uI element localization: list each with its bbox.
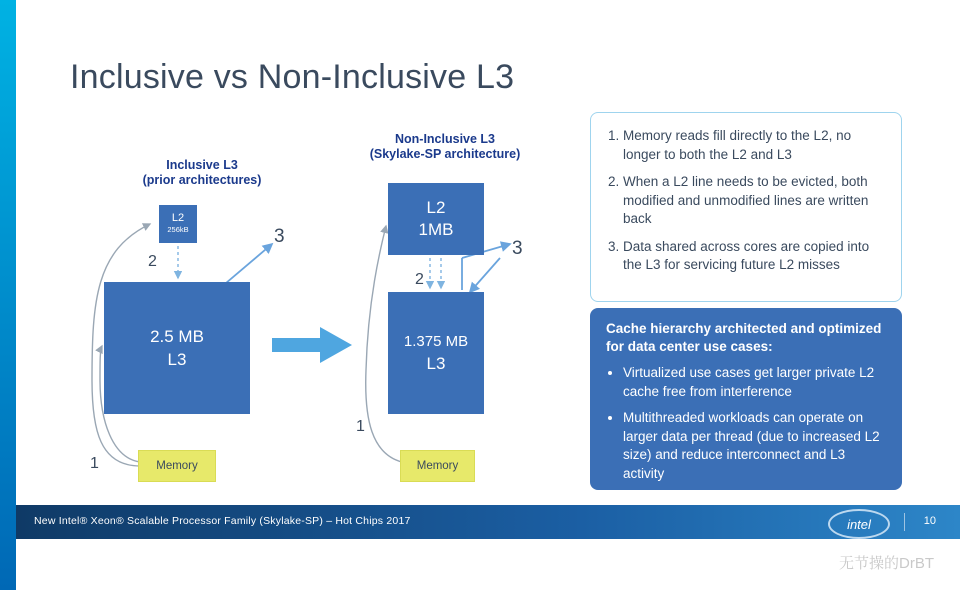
summary-heading: Cache hierarchy architected and optimized for data center use cases: <box>606 321 882 354</box>
notes-panel <box>590 112 902 302</box>
marker-left-2: 2 <box>148 253 157 270</box>
note-item-2: 2. When a L2 line needs to be evicted, both modified and unmodified lines are written back <box>623 173 887 229</box>
box-l3-inclusive-size: 2.5 MB <box>150 327 204 346</box>
marker-left-3: 3 <box>274 226 285 247</box>
caption-non-inclusive-line1: Non-Inclusive L3 <box>394 132 496 146</box>
memory-block-non-inclusive: Memory <box>400 450 475 482</box>
watermark-text: 无节操的DrBT <box>839 555 934 572</box>
summary-bullet-2: • Multithreaded workloads can operate on larger data per thread (due to increased L2 size) and reduce interconnect and L3 activity <box>623 409 886 483</box>
summary-panel <box>590 308 902 490</box>
marker-right-1: 1 <box>356 418 365 435</box>
intel-logo: intel <box>828 509 890 539</box>
box-l3-inclusive-label: L3 <box>167 350 187 369</box>
box-l3-inclusive <box>104 282 250 414</box>
box-l2-inclusive-size: 256kB <box>167 225 189 234</box>
box-l3-non-inclusive-label: L3 <box>426 354 446 373</box>
marker-right-2: 2 <box>415 271 424 288</box>
box-l2-non-inclusive-size: 1MB <box>418 220 454 239</box>
box-l3-non-inclusive <box>388 292 484 414</box>
caption-inclusive-line1: Inclusive L3 <box>166 158 238 172</box>
page-title: Inclusive vs Non-Inclusive L3 <box>70 58 515 96</box>
box-l2-inclusive-label: L2 <box>171 212 185 224</box>
note-item-1: 1. Memory reads fill directly to the L2, no longer to both the L2 and L3 <box>623 127 887 164</box>
box-l2-inclusive <box>159 205 197 243</box>
footer-text: New Intel® Xeon® Scalable Processor Family (Skylake-SP) – Hot Chips 2017 <box>34 515 411 527</box>
caption-inclusive-line2: (prior architectures) <box>142 173 262 187</box>
summary-bullet-1: • Virtualized use cases get larger private L2 cache free from interference <box>623 364 886 401</box>
notes-list <box>591 113 901 275</box>
marker-left-1: 1 <box>90 455 99 472</box>
marker-right-3: 3 <box>512 238 523 259</box>
caption-non-inclusive-line2: (Skylake-SP architecture) <box>369 147 521 161</box>
box-l2-non-inclusive <box>388 183 484 255</box>
box-l2-non-inclusive-label: L2 <box>426 198 446 217</box>
summary-list <box>606 364 886 483</box>
caption-non-inclusive <box>345 132 545 162</box>
caption-inclusive <box>112 158 292 188</box>
footer-divider <box>904 513 905 531</box>
note-item-3: 3. Data shared across cores are copied into the L3 for servicing future L2 misses <box>623 238 887 275</box>
page-number: 10 <box>923 515 936 527</box>
memory-block-inclusive: Memory <box>138 450 216 482</box>
slide-footer <box>16 505 960 539</box>
box-l3-non-inclusive-size: 1.375 MB <box>403 333 469 350</box>
